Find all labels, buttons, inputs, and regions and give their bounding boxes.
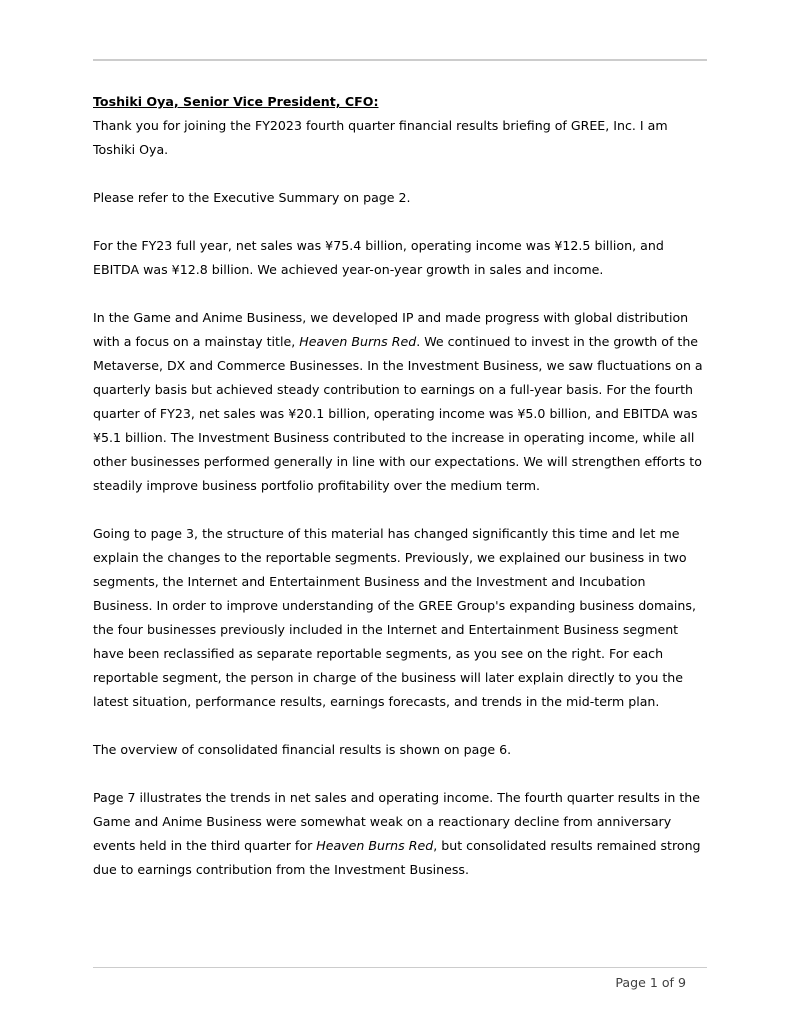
paragraph-2	[93, 186, 708, 210]
paragraph-3	[93, 234, 708, 282]
text-run: . We continued to invest in the growth of the Metaverse, DX and Commerce Businesses. In the Investment Business, we saw fluctuations on a quarterly basis but achieved steady contribution to earnings on a full-year basis. For the fourth quarter of FY23, net sales was ¥20.1 billion, operating income was ¥5.0 billion, and EBITDA was ¥5.1 billion. The Investment Business contributed to the increase in operating income, while all other businesses performed generally in line with our expectations. We will strengthen efforts to steadily improve business portfolio profitability over the medium term.	[93, 334, 703, 493]
paragraph-1	[93, 114, 708, 162]
text-run: Going to page 3, the structure of this material has changed significantly this time and let me explain the changes to the reportable segments. Previously, we explained our business in two segments, the Internet and Entertainment Business and the Investment and Incubation Business. In order to improve understanding of the GREE Group's expanding business domains, the four businesses previously included in the Internet and Entertainment Business segment have been reclassified as separate reportable segments, as you see on the right. For each reportable segment, the person in charge of the business will later explain directly to you the latest situation, performance results, earnings forecasts, and trends in the mid-term plan.	[93, 526, 696, 709]
header-rule	[93, 59, 707, 61]
footer-rule	[93, 967, 707, 968]
page-number: Page 1 of 9	[615, 975, 686, 990]
text-run: The overview of consolidated financial results is shown on page 6.	[93, 742, 512, 757]
paragraph-7	[93, 786, 708, 882]
text-run: For the FY23 full year, net sales was ¥75.4 billion, operating income was ¥12.5 billion, and EBITDA was ¥12.8 billion. We achieved year-on-year growth in sales and income.	[93, 238, 664, 277]
text-run: , but consolidated results remained strong due to earnings contribution from the Investment Business.	[93, 838, 701, 877]
text-run: Page 7 illustrates the trends in net sales and operating income. The fourth quarter results in the Game and Anime Business were somewhat weak on a reactionary decline from anniversary events held in the third quarter for	[93, 790, 700, 853]
text-run: In the Game and Anime Business, we developed IP and made progress with global distribution with a focus on a mainstay title,	[93, 310, 689, 349]
speaker-heading: Toshiki Oya, Senior Vice President, CFO:	[93, 94, 379, 109]
paragraph-6	[93, 738, 708, 762]
italic-title-run: Heaven Burns Red	[316, 838, 434, 853]
document-content	[93, 90, 708, 882]
italic-title-run: Heaven Burns Red	[299, 334, 417, 349]
paragraph-4	[93, 306, 708, 498]
paragraph-5	[93, 522, 708, 714]
text-run: Please refer to the Executive Summary on page 2.	[93, 190, 411, 205]
text-run: Thank you for joining the FY2023 fourth quarter financial results briefing of GREE, Inc. I am Toshiki Oya.	[93, 118, 668, 157]
document-body	[93, 114, 708, 882]
